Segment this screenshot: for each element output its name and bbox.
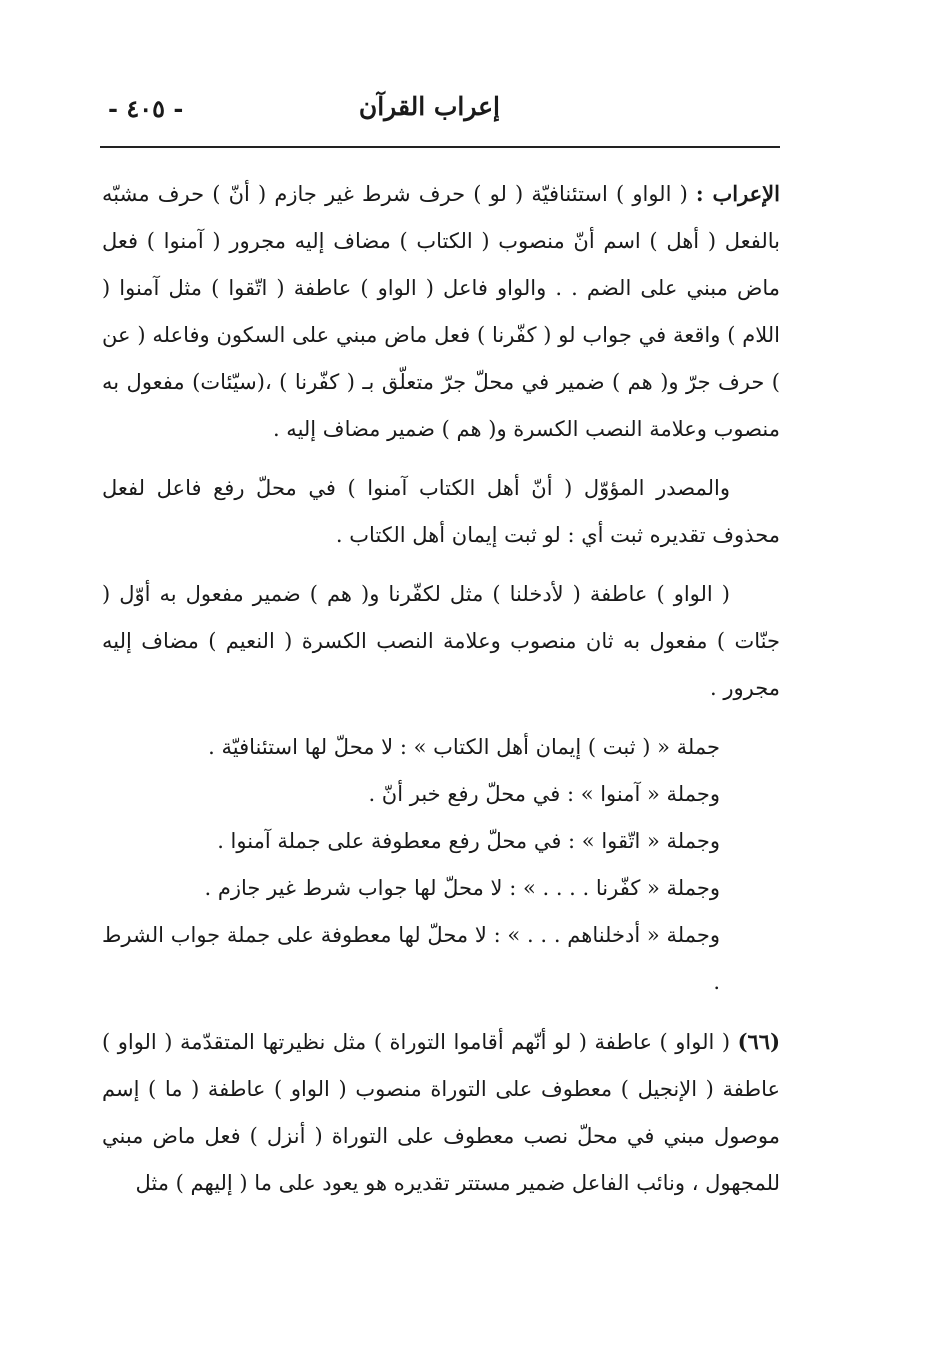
verse-number: (٦٦)	[737, 1029, 780, 1054]
sentence-item: وجملة « اتّقوا » : في محلّ رفع معطوفة على جملة آمنوا .	[217, 829, 720, 853]
sentence-item: وجملة « أدخلناهم . . . » : لا محلّ لها معطوفة على جملة جواب الشرط .	[102, 923, 720, 994]
paragraph-waw: ( الواو ) عاطفة ( لأدخلنا ) مثل لكفّرنا و( هم ) ضمير مفعول به أوّل ( جنّات ) مفعول به ثان منصوب وعلامة النصب الكسرة ( النعيم ) مضاف إليه مجرور .	[102, 582, 780, 700]
paragraph-text: ( الواو ) استئنافيّة ( لو ) حرف شرط غير جازم ( أنّ ) حرف مشبّه بالفعل ( أهل ) اسم أنّ منصوب ( الكتاب ) مضاف إليه مجرور ( آمنوا ) فعل ماض مبني على الضم . . والواو فاعل ( الواو ) عاطفة ( اتّقوا ) مثل آمنوا ( اللام ) واقعة في جواب لو ( كفّرنا ) فعل ماض مبني على السكون وفاعله ( عن ) حرف جرّ و( هم ) ضمير في محلّ جرّ متعلّق بـ ( كفّرنا ) ،(سيّئات) مفعول به منصوب وعلامة النصب الكسرة و( هم ) ضمير مضاف إليه .	[102, 182, 780, 441]
paragraph-masdar: والمصدر المؤوّل ( أنّ أهل الكتاب آمنوا ) في محلّ رفع فاعل لفعل محذوف تقديره ثبت أي : لو ثبت إيمان أهل الكتاب .	[102, 476, 780, 547]
paragraph-irab	[102, 170, 780, 453]
sentence-item: جملة « ( ثبت ) إيمان أهل الكتاب » : لا محلّ لها استئنافيّة .	[208, 735, 720, 759]
paragraph-text: ( الواو ) عاطفة ( لو أنّهم أقاموا التوراة ) مثل نظيرتها المتقدّمة ( الواو ) عاطفة ( الإنجيل ) معطوف على التوراة منصوب ( الواو ) عاطفة ( ما ) إسم موصول مبني في محلّ نصب معطوف على التوراة ( أنزل ) فعل ماض مبني للمجهول ، ونائب الفاعل ضمير مستتر تقديره هو يعود على ما ( إليهم ) مثل	[102, 1030, 780, 1195]
running-title: إعراب القرآن	[358, 92, 500, 121]
sentence-list	[102, 724, 780, 1006]
sentence-item: وجملة « كفّرنا . . . . » : لا محلّ لها جواب شرط غير جازم .	[204, 876, 720, 900]
page-number: - ٤٠٥ -	[108, 94, 184, 123]
sentence-item: وجملة « آمنوا » : في محلّ رفع خبر أنّ .	[368, 782, 720, 806]
page-header	[100, 92, 780, 138]
paragraph-verse-66	[102, 1018, 780, 1207]
page-body	[102, 170, 780, 1219]
irab-heading: الإعراب :	[695, 181, 780, 206]
header-divider	[100, 146, 780, 148]
